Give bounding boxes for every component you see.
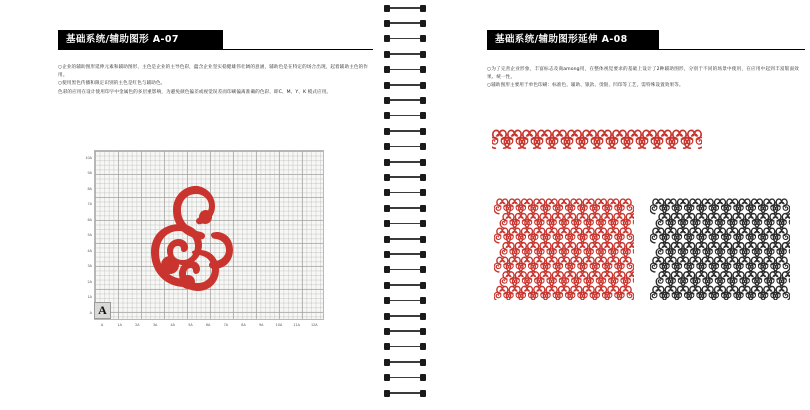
x-axis-tick: 11A xyxy=(293,323,300,327)
right-page-header xyxy=(487,30,805,49)
pattern-strip-red xyxy=(492,125,702,151)
right-page-title: 基础系统/辅助图形延伸 A-08 xyxy=(495,34,628,45)
x-axis-tick: 1A xyxy=(117,323,122,327)
x-axis-tick: 12A xyxy=(310,323,318,327)
y-axis-tick: 7A xyxy=(87,202,92,207)
binding-coil xyxy=(384,173,426,181)
left-paragraph-2: ○使用黑色传播和限定识别的主色是红色与辅助色。 xyxy=(58,81,166,87)
y-axis-tick: 4A xyxy=(87,248,92,253)
binding-coil xyxy=(384,4,426,12)
left-paragraph-3: 色彩的应用在设计使用印字中金属色的多层重影响，为避免颜色偏差或视觉误差而印刷偏离准确的色彩，即C、M、Y、K 模式应用。 xyxy=(58,89,332,95)
binding-coil xyxy=(384,158,426,166)
binding-coil xyxy=(384,235,426,243)
pattern-block-dark xyxy=(650,198,790,300)
binding-coil xyxy=(384,127,426,135)
x-axis-tick: 8A xyxy=(241,323,246,327)
y-axis-tick: 3A xyxy=(87,264,92,269)
left-paragraph-1: ○企业的辅助图形延伸元素和辅助图形，主色是企业的主导色彩，蕴含企业坚实稳健雄伟壮阔的意涵，辅助色是在特定的场合出现，起着辅助主色的作用。 xyxy=(58,65,368,78)
y-axis-tick: A xyxy=(89,310,92,315)
y-axis-tick: 10A xyxy=(85,156,92,160)
binding-coil xyxy=(384,250,426,258)
binding-coil xyxy=(384,266,426,274)
y-axis-tick: 6A xyxy=(87,217,92,222)
binding-coil xyxy=(384,112,426,120)
x-axis-tick: 3A xyxy=(152,323,158,327)
x-axis-tick: 7A xyxy=(223,323,229,327)
y-axis-tick: 2A xyxy=(87,279,92,284)
x-axis-tick: 2A xyxy=(135,323,140,327)
auxiliary-swirl-graphic xyxy=(140,180,245,295)
x-axis-tick: 5A xyxy=(188,323,193,327)
header-rule xyxy=(58,49,373,50)
y-axis-tick: 5A xyxy=(87,233,92,238)
binding-coil xyxy=(384,343,426,351)
right-page-body xyxy=(487,66,799,91)
binding-coil xyxy=(384,66,426,74)
binding-coil xyxy=(384,189,426,197)
x-axis-tick: 9A xyxy=(258,323,264,327)
binding-coil xyxy=(384,81,426,89)
left-page-body xyxy=(58,64,368,97)
binding-coil xyxy=(384,297,426,305)
spiral-binding xyxy=(378,0,432,410)
binding-coil xyxy=(384,358,426,366)
x-axis-tick: A xyxy=(100,323,104,327)
left-page-header xyxy=(58,30,373,49)
binding-coil xyxy=(384,204,426,212)
binding-coil xyxy=(384,19,426,27)
construction-artboard xyxy=(82,150,330,335)
binding-coil xyxy=(384,143,426,151)
right-paragraph-1: ○为了完善企业形象，丰富标志及商among用，在整体视觉要求的基础上设计了2种辅助图形，分别于不同的场景中使用，在应用中起到丰富版面效果、统一性。 xyxy=(487,67,799,80)
binding-coil xyxy=(384,220,426,228)
left-page-title: 基础系统/辅助图形 A-07 xyxy=(66,34,179,45)
binding-coil xyxy=(384,281,426,289)
binding-coil xyxy=(384,389,426,397)
binding-coil xyxy=(384,312,426,320)
right-paragraph-2: ○辅助图形主要用于单色印刷：标准色、辅助、银款、烫银、凹印等工艺，需特殊设置效果等。 xyxy=(487,83,684,89)
header-rule xyxy=(487,49,805,50)
binding-coil xyxy=(384,96,426,104)
binding-coil xyxy=(384,50,426,58)
binding-coil xyxy=(384,35,426,43)
y-axis-tick: 8A xyxy=(87,186,92,191)
y-axis-tick: 1A xyxy=(87,295,92,300)
scale-badge: A xyxy=(94,302,111,319)
binding-coil xyxy=(384,374,426,382)
x-axis-tick: 4A xyxy=(170,323,175,327)
binding-coil xyxy=(384,327,426,335)
y-axis-tick: 9A xyxy=(87,171,92,176)
x-axis-tick: 10A xyxy=(275,323,283,327)
x-axis-tick: 6A xyxy=(205,323,211,327)
left-page xyxy=(0,0,378,410)
pattern-block-red xyxy=(494,198,634,300)
